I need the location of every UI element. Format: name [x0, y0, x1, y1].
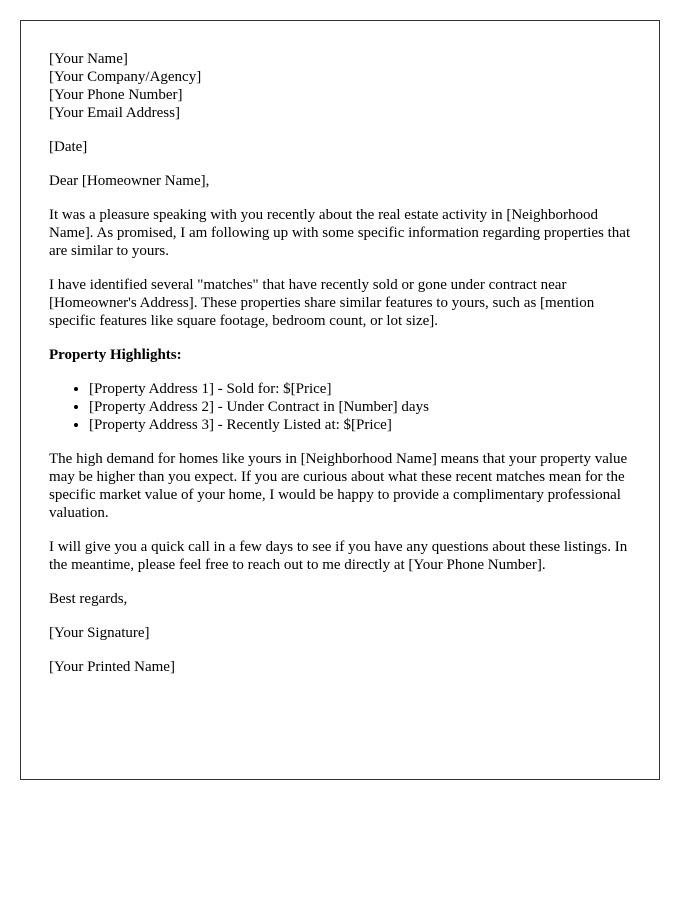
highlight-item-1: • [Property Address 1] - Sold for: $[Price]	[89, 380, 639, 398]
highlights-list	[49, 380, 639, 434]
sender-block	[49, 50, 639, 122]
matches-paragraph: I have identified several "matches" that have recently sold or gone under contract near [Homeowner's Address]. These properties share similar features to yours, such as [mention specific features like square footage, bedroom count, or lot size].	[49, 277, 595, 329]
salutation: Dear [Homeowner Name],	[49, 173, 210, 189]
sender-company: [Your Company/Agency]	[49, 69, 202, 85]
letter-page	[20, 20, 660, 780]
highlight-item-3: • [Property Address 3] - Recently Listed at: $[Price]	[89, 416, 639, 434]
letter-body	[49, 50, 639, 692]
demand-paragraph: The high demand for homes like yours in [Neighborhood Name] means that your property value may be higher than you expect. If you are curious about what these recent matches mean for the specific market value of your home, I would be happy to provide a complimentary professional valuation.	[49, 451, 628, 521]
letter-date: [Date]	[49, 139, 88, 155]
sender-email: [Your Email Address]	[49, 105, 180, 121]
highlights-heading: Property Highlights:	[49, 347, 182, 363]
followup-paragraph: I will give you a quick call in a few days to see if you have any questions about these listings. In the meantime, please feel free to reach out to me directly at [Your Phone Number].	[49, 539, 628, 573]
highlight-item-2: • [Property Address 2] - Under Contract in [Number] days	[89, 398, 639, 416]
signature: [Your Signature]	[49, 625, 150, 641]
sender-name: [Your Name]	[49, 51, 128, 67]
closing: Best regards,	[49, 591, 128, 607]
printed-name: [Your Printed Name]	[49, 659, 175, 675]
intro-paragraph: It was a pleasure speaking with you recently about the real estate activity in [Neighborhood Name]. As promised, I am following up with some specific information regarding properties that are similar to yours.	[49, 207, 631, 259]
sender-phone: [Your Phone Number]	[49, 87, 183, 103]
